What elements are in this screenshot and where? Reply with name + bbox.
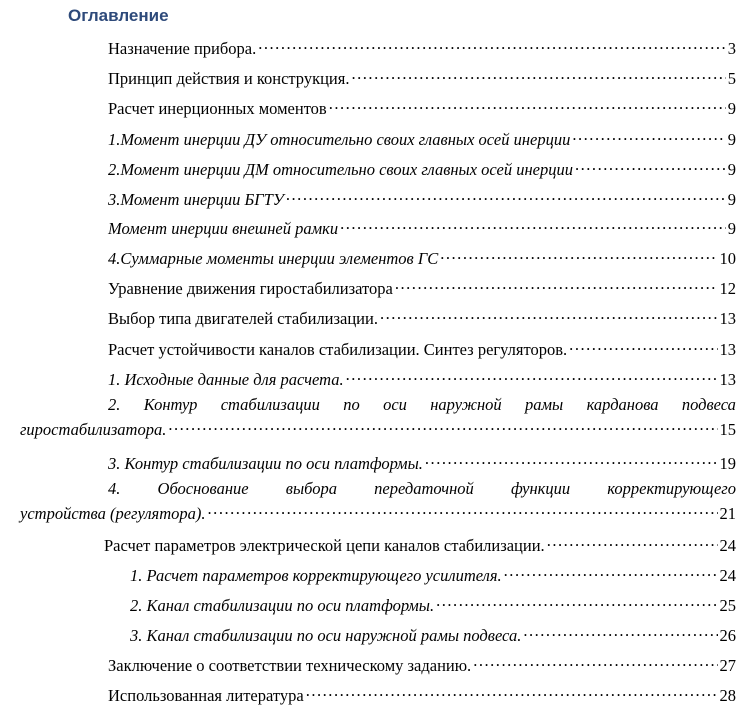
toc-entry-label: Заключение о соответствии техническому заданию.	[108, 656, 472, 675]
toc-entry-label: Уравнение движения гиростабилизатора	[108, 279, 393, 298]
toc-entry-label-line2	[20, 415, 736, 440]
dot-leader	[436, 591, 717, 611]
dot-leader	[547, 531, 718, 551]
toc-entry-page: 9	[727, 190, 736, 209]
toc-entry-label: Расчет устойчивости каналов стабилизации. Синтез регуляторов.	[108, 340, 568, 359]
toc-entry-page: 13	[719, 309, 736, 328]
toc-entry-electrical-params[interactable]	[104, 531, 736, 556]
toc-entry-label: 3. Контур стабилизации по оси платформы.	[108, 454, 423, 473]
toc-entry-page: 13	[719, 340, 736, 359]
toc-entry-label: 3. Канал стабилизации по оси наружной рамы подвеса.	[130, 626, 522, 645]
dot-leader	[306, 681, 718, 701]
toc-entry-amplifier-params[interactable]	[130, 561, 736, 586]
toc-entry-label: Выбор типа двигателей стабилизации.	[108, 309, 378, 328]
toc-word: 4.	[108, 479, 121, 498]
toc-entry-label: 2. Канал стабилизации по оси платформы.	[130, 596, 435, 615]
toc-entry-outer-frame-loop[interactable]	[20, 394, 736, 440]
toc-word: Контур	[143, 395, 198, 414]
dot-leader	[351, 64, 725, 84]
toc-entry-label: Момент инерции внешней рамки	[108, 219, 339, 238]
toc-entry-label: Расчет инерционных моментов	[108, 99, 327, 118]
toc-entry-page: 5	[727, 69, 736, 88]
toc-entry-label: 3.Момент инерции БГТУ	[108, 190, 284, 209]
dot-leader	[572, 125, 725, 145]
toc-entry-regulator-justification[interactable]	[20, 478, 736, 524]
toc-word: передаточной	[374, 479, 474, 498]
toc-word: стабилизации	[220, 395, 320, 414]
toc-word: подвеса	[681, 395, 736, 414]
toc-entry-conclusion[interactable]	[108, 651, 736, 676]
toc-entry-label: 1.Момент инерции ДУ относительно своих главных осей инерции	[108, 130, 571, 149]
toc-word: карданова	[586, 395, 659, 414]
toc-word: наружной	[430, 395, 502, 414]
toc-word: выбора	[285, 479, 337, 498]
toc-entry-label: гиростабилизатора.	[20, 420, 167, 439]
toc-word: рамы	[525, 395, 564, 414]
toc-entry-page: 15	[719, 420, 736, 439]
toc-entry-dm-inertia[interactable]	[108, 155, 736, 180]
toc-word: корректирующего	[607, 479, 736, 498]
toc-title: Оглавление	[68, 6, 169, 25]
dot-leader	[575, 155, 726, 175]
toc-entry-platform-loop[interactable]	[108, 449, 736, 474]
dot-leader	[473, 651, 717, 671]
dot-leader	[286, 185, 726, 205]
dot-leader	[168, 415, 717, 435]
toc-entry-label: 4.Суммарные моменты инерции элементов ГС	[108, 249, 439, 268]
dot-leader	[208, 499, 718, 519]
toc-entry-page: 13	[719, 370, 736, 389]
toc-entry-label: Использованная литература	[108, 686, 304, 705]
toc-entry-platform-channel[interactable]	[130, 591, 736, 616]
toc-word: Обоснование	[157, 479, 249, 498]
toc-word: оси	[383, 395, 407, 414]
toc-entry-page: 12	[719, 279, 736, 298]
toc-entry-page: 27	[719, 656, 736, 675]
dot-leader	[395, 274, 718, 294]
toc-entry-page: 21	[719, 504, 736, 523]
toc-entry-bgtu-inertia[interactable]	[108, 185, 736, 210]
dot-leader	[425, 449, 718, 469]
toc-entry-label: 1. Исходные данные для расчета.	[108, 370, 344, 389]
dot-leader	[258, 34, 726, 54]
toc-entry-outer-frame-channel[interactable]	[130, 621, 736, 646]
toc-word: 2.	[108, 395, 121, 414]
dot-leader	[346, 365, 718, 385]
toc-entry-purpose[interactable]	[108, 34, 736, 59]
toc-entry-page: 9	[727, 99, 736, 118]
toc-entry-page: 10	[719, 249, 736, 268]
toc-entry-principle[interactable]	[108, 64, 736, 89]
toc-entry-label: Назначение прибора.	[108, 39, 257, 58]
toc-entry-page: 24	[719, 536, 736, 555]
toc-entry-input-data[interactable]	[108, 365, 736, 390]
toc-entry-page: 24	[719, 566, 736, 585]
toc-entry-outer-frame-inertia[interactable]	[108, 214, 736, 239]
toc-word: функции	[510, 479, 571, 498]
dot-leader	[440, 244, 717, 264]
toc-entry-label: 2.Момент инерции ДМ относительно своих главных осей инерции	[108, 160, 573, 179]
dot-leader	[523, 621, 717, 641]
dot-leader	[569, 335, 717, 355]
toc-entry-label: Расчет параметров электрической цепи каналов стабилизации.	[104, 536, 545, 555]
toc-entry-page: 28	[719, 686, 736, 705]
toc-entry-label-line2	[20, 499, 736, 524]
toc-entry-page: 9	[727, 130, 736, 149]
toc-entry-page: 9	[727, 219, 736, 238]
toc-entry-references[interactable]	[108, 681, 736, 706]
toc-entry-total-inertia[interactable]	[108, 244, 736, 269]
toc-entry-motor-selection[interactable]	[108, 304, 736, 329]
toc-entry-label: 1. Расчет параметров корректирующего усилителя.	[130, 566, 502, 585]
toc-entry-page: 26	[719, 626, 736, 645]
dot-leader	[504, 561, 718, 581]
toc-word: по	[343, 395, 360, 414]
toc-entry-motion-equation[interactable]	[108, 274, 736, 299]
dot-leader	[380, 304, 718, 324]
toc-entry-label: устройства (регулятора).	[20, 504, 206, 523]
toc-entry-page: 9	[727, 160, 736, 179]
toc-entry-page: 3	[727, 39, 736, 58]
toc-entry-label-line1	[20, 394, 736, 415]
toc-entry-page: 19	[719, 454, 736, 473]
toc-entry-label: Принцип действия и конструкция.	[108, 69, 350, 88]
toc-entry-stability-calc[interactable]	[108, 335, 736, 360]
toc-entry-du-inertia[interactable]	[108, 125, 736, 150]
toc-entry-inertia-calc[interactable]	[108, 94, 736, 119]
dot-leader	[340, 214, 726, 234]
toc-entry-label-line1	[20, 478, 736, 499]
dot-leader	[329, 94, 726, 114]
toc-entry-page: 25	[719, 596, 736, 615]
